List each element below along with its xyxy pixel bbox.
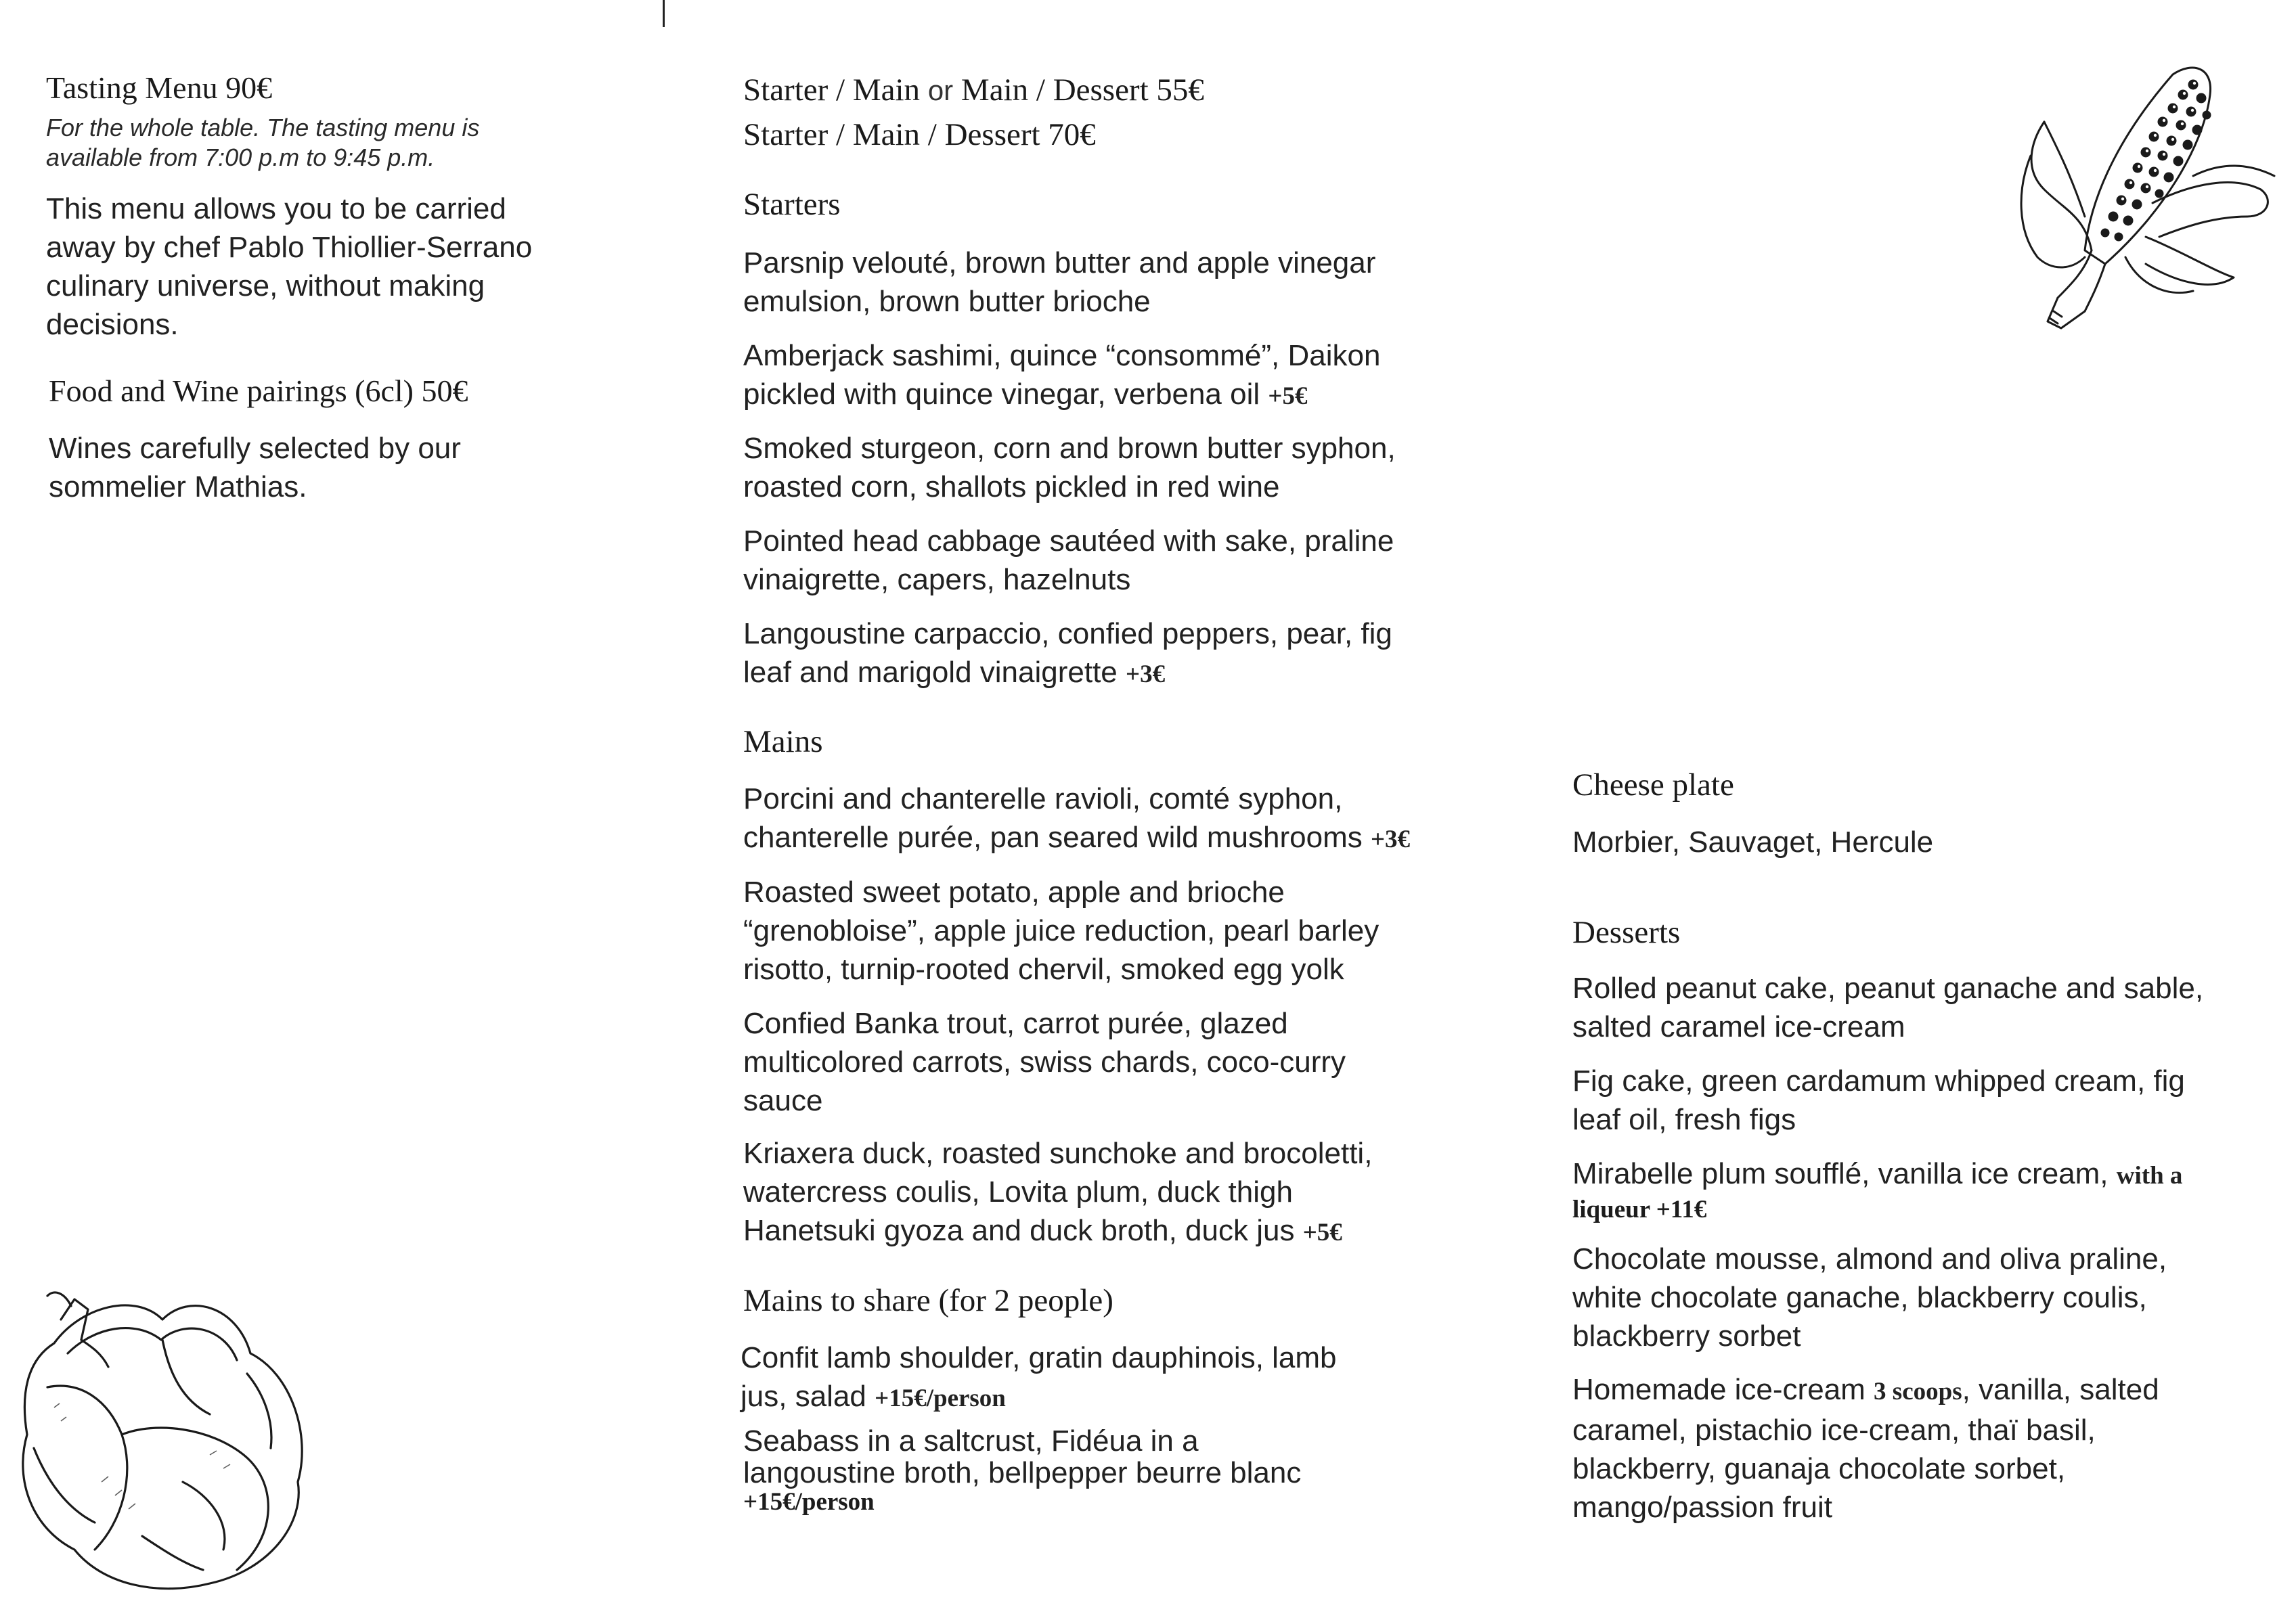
dish-line: pickled with quince vinegar, verbena oil [743, 378, 1260, 411]
dish-line: leaf and marigold vinaigrette [743, 656, 1118, 689]
cheese-title: Cheese plate [1572, 767, 1734, 803]
formula-b: Main / Dessert 55€ [961, 72, 1204, 108]
dish-line: leaf oil, fresh figs [1572, 1103, 1796, 1136]
share-item [741, 1338, 1337, 1418]
supplement-price: +5€ [1302, 1219, 1342, 1246]
main-item [743, 1134, 1372, 1252]
pairings-description [49, 429, 461, 506]
pairings-title: Food and Wine pairings (6cl) 50€ [49, 374, 468, 408]
dish-line: salted caramel ice-cream [1572, 1010, 1905, 1043]
tasting-note-1: For the whole table. The tasting menu is [46, 114, 480, 141]
dish-line: watercress coulis, Lovita plum, duck thigh [743, 1175, 1293, 1209]
dish-line: vinaigrette, capers, hazelnuts [743, 563, 1131, 596]
desserts-title: Desserts [1572, 915, 1681, 950]
dish-line: chanterelle purée, pan seared wild mushrooms [743, 821, 1363, 854]
dish-line: roasted corn, shallots pickled in red wine [743, 470, 1280, 503]
dessert-item [1572, 1240, 2167, 1355]
starter-item [743, 522, 1394, 599]
dish-line: sauce [743, 1084, 823, 1117]
tasting-desc-line: culinary universe, without making [46, 269, 485, 302]
formula-or: or [927, 74, 954, 106]
tasting-description [46, 189, 532, 344]
pairings-desc-line: Wines carefully selected by our [49, 432, 461, 465]
dessert-item [1572, 969, 2203, 1046]
dish-line: blackberry sorbet [1572, 1320, 1801, 1353]
dish-line: Confit lamb shoulder, gratin dauphinois, lamb [741, 1341, 1337, 1374]
supplement-price: +3€ [1126, 660, 1166, 688]
share-item [743, 1425, 1301, 1516]
dish-line: Mirabelle plum soufflé, vanilla ice cream, [1572, 1157, 2109, 1190]
share-title: Mains to share (for 2 people) [743, 1283, 1113, 1318]
starter-item [743, 244, 1375, 321]
dish-line: Rolled peanut cake, peanut ganache and sable, [1572, 972, 2204, 1005]
dish-line: Hanetsuki gyoza and duck broth, duck jus [743, 1214, 1295, 1247]
cheese-items: Morbier, Sauvaget, Hercule [1572, 826, 1934, 859]
starters-title: Starters [743, 187, 841, 222]
supplement-price: with a [2116, 1162, 2183, 1190]
dish-line: langoustine broth, bellpepper beurre blanc [743, 1456, 1302, 1489]
dish-line: Chocolate mousse, almond and oliva praline, [1572, 1242, 2167, 1276]
dish-line: multicolored carrots, swiss chards, coco-curry [743, 1045, 1346, 1079]
dessert-item [1572, 1062, 2185, 1139]
dish-line: Roasted sweet potato, apple and brioche [743, 876, 1285, 909]
supplement-price: +15€/person [743, 1488, 875, 1516]
dish-line: mango/passion fruit [1572, 1491, 1832, 1524]
dish-line: Kriaxera duck, roasted sunchoke and brocoletti, [743, 1137, 1373, 1170]
dish-line: Confied Banka trout, carrot purée, glazed [743, 1007, 1288, 1040]
starter-item [743, 336, 1380, 415]
main-item [743, 780, 1410, 859]
dish-line: blackberry, guanaja chocolate sorbet, [1572, 1452, 2066, 1485]
dish-line: Homemade ice-cream [1572, 1373, 1866, 1406]
dessert-item [1572, 1370, 2159, 1527]
formula-line-2: Starter / Main / Dessert 70€ [743, 117, 1096, 152]
dish-line: Amberjack sashimi, quince “consommé”, Daikon [743, 339, 1381, 372]
mains-title: Mains [743, 724, 823, 759]
starter-item [743, 429, 1396, 506]
dish-line: , vanilla, salted [1962, 1373, 2159, 1406]
formula-line-1 [743, 68, 1204, 113]
formula-a: Starter / Main [743, 72, 921, 108]
supplement-price: 3 scoops [1874, 1378, 1962, 1405]
dish-line: Fig cake, green cardamum whipped cream, fig [1572, 1064, 2185, 1098]
main-item [743, 873, 1379, 989]
main-item [743, 1004, 1346, 1120]
dish-line: Parsnip velouté, brown butter and apple vinegar [743, 246, 1376, 279]
supplement-price: +15€/person [875, 1384, 1006, 1412]
supplement-price: +3€ [1370, 826, 1411, 853]
corn-illustration [1990, 54, 2296, 359]
supplement-price: liqueur +11€ [1572, 1196, 1707, 1223]
bell-pepper-illustration [7, 1279, 325, 1597]
dessert-item [1572, 1154, 2182, 1225]
dish-line: Langoustine carpaccio, confied peppers, pear, fig [743, 617, 1392, 650]
dish-line: “grenobloise”, apple juice reduction, pearl barley [743, 914, 1379, 947]
dish-line: Seabass in a saltcrust, Fidéua in a [743, 1424, 1199, 1458]
starter-item [743, 614, 1392, 694]
dish-line: Pointed head cabbage sautéed with sake, praline [743, 524, 1394, 558]
dish-line: jus, salad [741, 1380, 866, 1413]
dish-line: white chocolate ganache, blackberry coulis, [1572, 1281, 2147, 1314]
dish-line: Smoked sturgeon, corn and brown butter syphon, [743, 432, 1396, 465]
dish-line: emulsion, brown butter brioche [743, 285, 1151, 318]
tasting-menu-title: Tasting Menu 90€ [46, 70, 273, 105]
tasting-note-2: available from 7:00 p.m to 9:45 p.m. [46, 143, 435, 171]
pairings-desc-line: sommelier Mathias. [49, 470, 307, 503]
tasting-desc-line: away by chef Pablo Thiollier-Serrano [46, 231, 533, 264]
tasting-desc-line: decisions. [46, 308, 179, 341]
fold-mark [663, 0, 665, 27]
tasting-desc-line: This menu allows you to be carried [46, 192, 506, 225]
dish-line: risotto, turnip-rooted chervil, smoked egg yolk [743, 953, 1344, 986]
dish-line: Porcini and chanterelle ravioli, comté syphon, [743, 782, 1343, 815]
dish-line: caramel, pistachio ice-cream, thaï basil, [1572, 1414, 2096, 1447]
supplement-price: +5€ [1268, 382, 1308, 410]
